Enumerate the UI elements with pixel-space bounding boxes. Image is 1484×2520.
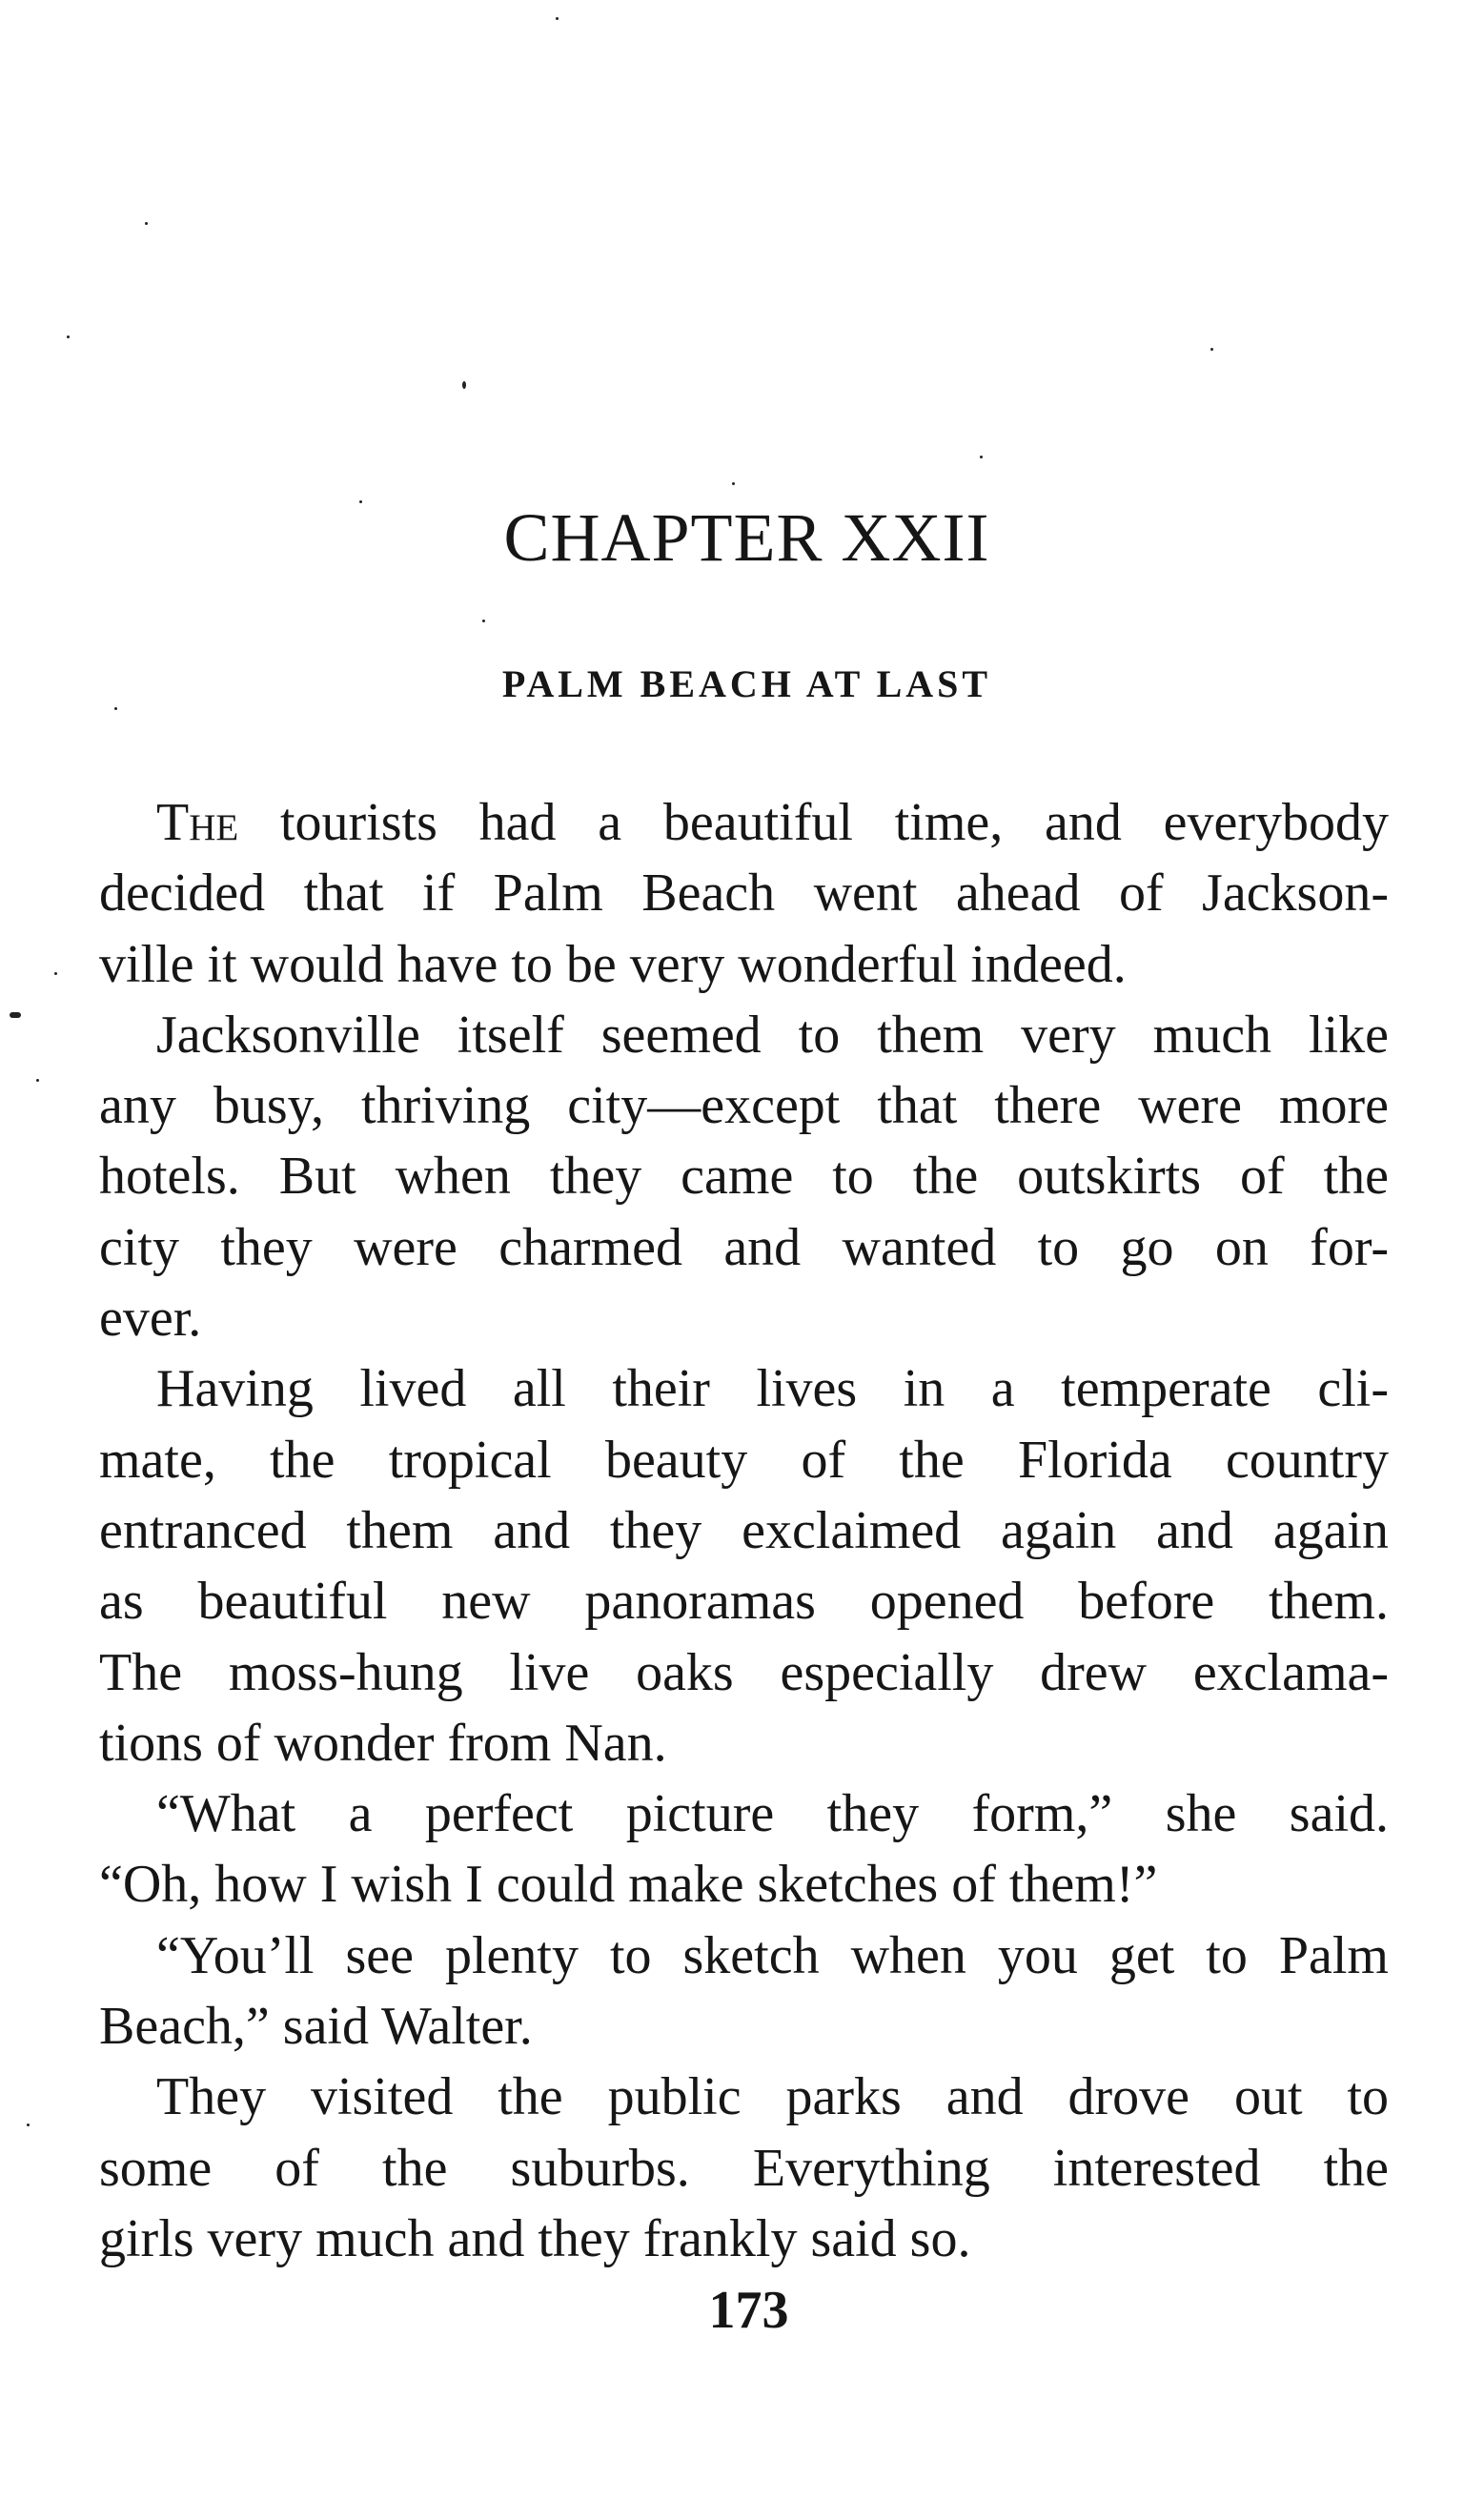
print-speck bbox=[1210, 348, 1213, 351]
text-line: as beautiful new panoramas opened before them. bbox=[99, 1572, 1389, 1632]
text-line: city they were charmed and wanted to go on for- bbox=[99, 1217, 1389, 1277]
text-line bbox=[99, 787, 1389, 858]
print-speck bbox=[54, 972, 57, 975]
text-line: “You’ll see plenty to sketch when you get to Palm bbox=[156, 1925, 1389, 1985]
print-speck bbox=[732, 482, 735, 485]
text-line: entranced them and they exclaimed again and again bbox=[99, 1500, 1389, 1560]
print-speck bbox=[67, 335, 70, 338]
print-speck bbox=[980, 456, 983, 458]
text-line: Beach,” said Walter. bbox=[99, 1997, 533, 2057]
text-line: some of the suburbs. Everything interested the bbox=[99, 2138, 1389, 2198]
paragraph bbox=[99, 2062, 1389, 2274]
print-speck bbox=[36, 1079, 39, 1082]
text-line: hotels. But when they came to the outskirts of the bbox=[99, 1147, 1389, 1207]
print-speck bbox=[556, 17, 559, 20]
text-line: “Oh, how I wish I could make sketches of them!” bbox=[99, 1855, 1158, 1915]
paragraph bbox=[99, 1778, 1389, 1920]
text-line: any busy, thriving city—except that there were more bbox=[99, 1076, 1389, 1136]
text-line: ville it would have to be very wonderful indeed. bbox=[99, 934, 1127, 994]
text-line: girls very much and they frankly said so. bbox=[99, 2208, 971, 2268]
print-speck bbox=[114, 707, 117, 710]
print-speck bbox=[27, 2124, 30, 2126]
paragraph bbox=[99, 787, 1389, 1000]
text-line: tions of wonder from Nan. bbox=[99, 1713, 667, 1773]
text-line: The moss-hung live oaks especially drew exclama- bbox=[99, 1642, 1389, 1702]
page-number: 173 bbox=[708, 2281, 789, 2340]
text-line: mate, the tropical beauty of the Florida country bbox=[99, 1430, 1389, 1490]
paragraph bbox=[99, 1000, 1389, 1353]
drop-word: The bbox=[156, 793, 239, 852]
line-text: tourists had a beautiful time, and everybody bbox=[238, 793, 1389, 852]
text-line: ever. bbox=[99, 1289, 202, 1349]
print-speck bbox=[482, 620, 485, 622]
text-line: Jacksonville itself seemed to them very much like bbox=[156, 1005, 1389, 1065]
paragraph bbox=[99, 1353, 1389, 1778]
text-line: decided that if Palm Beach went ahead of Jackson- bbox=[99, 864, 1389, 924]
paragraph bbox=[99, 1920, 1389, 2063]
print-speck bbox=[145, 222, 148, 225]
text-line: They visited the public parks and drove out to bbox=[156, 2067, 1389, 2127]
chapter-heading: CHAPTER XXII bbox=[503, 499, 990, 576]
print-speck bbox=[10, 1012, 21, 1018]
text-line: “What a perfect picture they form,” she said. bbox=[156, 1784, 1389, 1844]
print-speck bbox=[462, 381, 466, 389]
chapter-subtitle: PALM BEACH AT LAST bbox=[501, 662, 992, 705]
text-line: Having lived all their lives in a temperate cli- bbox=[156, 1359, 1389, 1419]
chapter-body bbox=[99, 787, 1389, 2274]
